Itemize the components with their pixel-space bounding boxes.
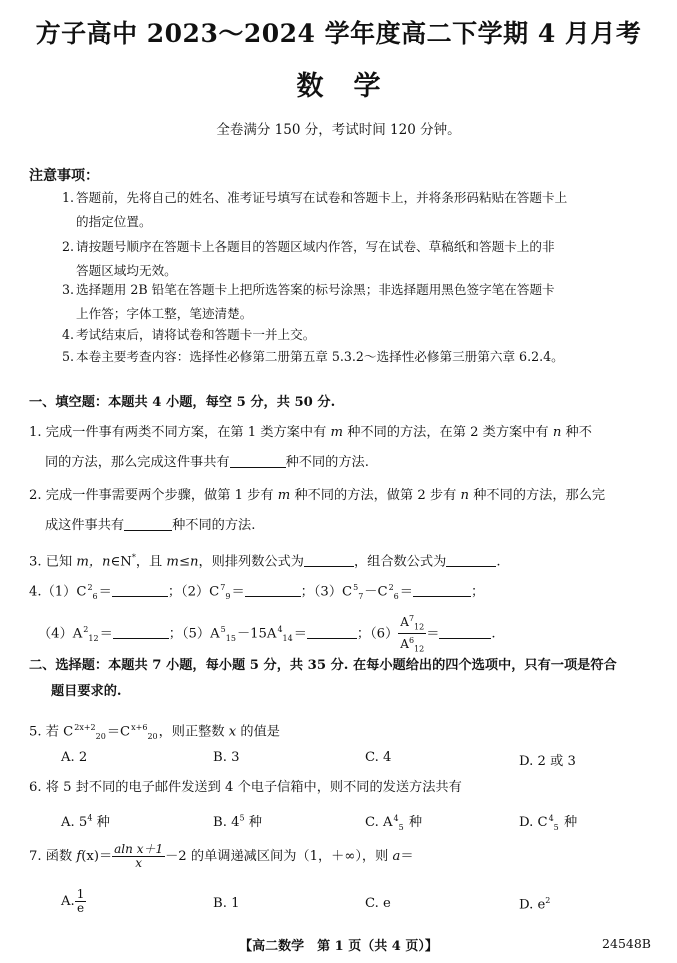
- question-7: 7. 函数 f(x)＝ $\frac{\text{aln x＋1}}{x}$ －2 的单调递减区间为（1，＋∞），则 a＝: [29, 842, 414, 870]
- note-item: 3. 选择题用 2B 铅笔在答题卡上把所选答案的标号涂黑；非选择题用黑色签字笔在答题卡 上作答；字体工整，笔迹清楚。: [62, 282, 555, 321]
- option-d[interactable]: D. $e^2$: [519, 896, 551, 913]
- option-b[interactable]: B. $4^5$ 种: [213, 813, 262, 830]
- question-6: 6. 将 5 封不同的电子邮件发送到 4 个电子信箱中，则不同的发送方法共有: [29, 780, 462, 795]
- page-footer: 【高二数学 第 1 页（共 4 页）】: [239, 939, 438, 954]
- note-item: 1. 答题前，先将自己的姓名、准考证号填写在试卷和答题卡上，并将条形码粘贴在答题卡上 的指定位置。: [62, 190, 568, 229]
- question-4-line2: $(4)A^2_{12}=$ ；$(5)A^5_{15}-15A^4_{14}=$ ；（6） $\frac{A^7_{12}}{A^6_{12}}$ ＝ .: [38, 614, 496, 654]
- option-a[interactable]: A. $\frac{1}{e}$: [61, 887, 85, 915]
- note-item: 4. 考试结束后，请将试卷和答题卡一并上交。: [62, 327, 316, 342]
- answer-blank[interactable]: [124, 516, 172, 531]
- option-c[interactable]: C. e: [365, 896, 391, 911]
- exam-full-score-note: 全卷满分 150 分，考试时间 120 分钟。: [216, 122, 461, 138]
- option-d[interactable]: D. 2 或 3: [519, 754, 576, 769]
- option-c[interactable]: C. $A^4_5$ 种: [365, 813, 423, 832]
- notes-heading: 注意事项：: [29, 168, 99, 184]
- answer-blank[interactable]: [446, 552, 496, 567]
- exam-title: 方子高中 2023～2024 学年度高二下学期 4 月月考: [35, 19, 642, 48]
- answer-blank[interactable]: [304, 552, 354, 567]
- paper-code: 24548B: [602, 936, 651, 951]
- answer-blank[interactable]: [230, 453, 286, 468]
- answer-blank[interactable]: [413, 582, 471, 597]
- fraction: $\frac{\text{aln x＋1}}{x}$: [114, 842, 164, 870]
- question-3: 3. 已知 m，n∈N*，且 m≤n，则排列数公式为 ，组合数公式为 .: [29, 553, 501, 570]
- option-b[interactable]: B. 1: [213, 896, 240, 911]
- fraction: $\frac{1}{e}$: [76, 887, 85, 915]
- option-d[interactable]: D. $C^4_5$ 种: [519, 813, 578, 832]
- section2-heading: 二、选择题：本题共 7 小题，每小题 5 分，共 35 分. 在每小题给出的四个选项中，只有一项是符合 题目要求的.: [29, 658, 617, 699]
- option-a[interactable]: A. 2: [61, 750, 88, 765]
- question-5: 5. 若 $C^{2x+2}_{20}=C^{x+6}_{20}$，则正整数 x 的值是: [29, 723, 280, 742]
- option-b[interactable]: B. 3: [213, 750, 240, 765]
- section1-heading: 一、填空题：本题共 4 小题，每空 5 分，共 50 分.: [29, 395, 336, 410]
- answer-blank[interactable]: [245, 582, 301, 597]
- answer-blank[interactable]: [439, 624, 491, 639]
- fraction: $\frac{A^7_{12}}{A^6_{12}}$: [400, 614, 425, 654]
- subject-title: 数学: [296, 71, 411, 102]
- answer-blank[interactable]: [113, 624, 169, 639]
- option-c[interactable]: C. 4: [365, 750, 392, 765]
- question-4-line1: $4.(1)C^2_6=$ ；$(2)C^7_9=$ ；$(3)C^5_7-C^2_6=$ ；: [29, 583, 485, 602]
- option-a[interactable]: A. $5^4$ 种: [61, 813, 110, 830]
- note-item: 2. 请按题号顺序在答题卡上各题目的答题区域内作答，写在试卷、草稿纸和答题卡上的非 答题区域均无效。: [62, 239, 555, 278]
- note-item: 5. 本卷主要考查内容：选择性必修第二册第五章 5.3.2～选择性必修第三册第六章 6.2.4。: [62, 349, 564, 364]
- question-1: 1. 完成一件事有两类不同方案，在第 1 类方案中有 m 种不同的方法，在第 2 类方案中有 n 种不 同的方法，那么完成这件事共有 种不同的方法.: [29, 425, 592, 470]
- answer-blank[interactable]: [307, 624, 357, 639]
- question-2: 2. 完成一件事需要两个步骤，做第 1 步有 m 种不同的方法，做第 2 步有 n 种不同的方法，那么完 成这件事共有 种不同的方法.: [29, 488, 606, 533]
- answer-blank[interactable]: [112, 582, 168, 597]
